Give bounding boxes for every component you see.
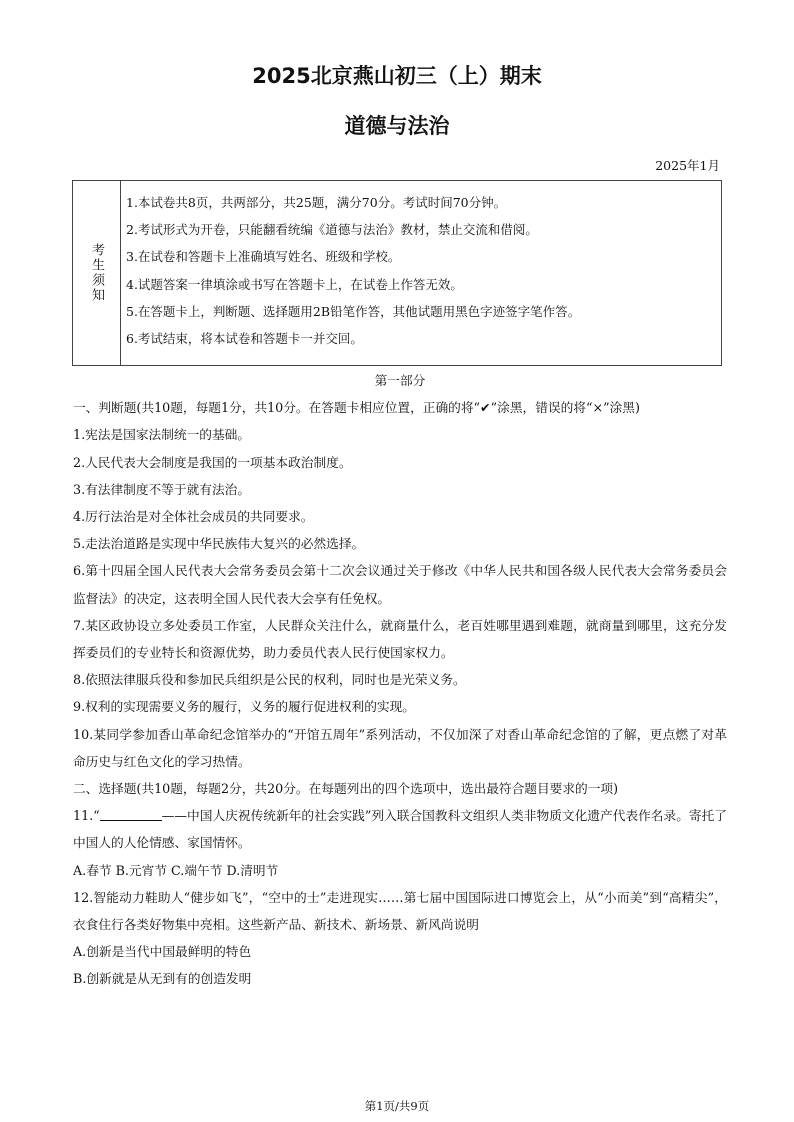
question-option: A.创新是当代中国最鲜明的特色 [73,944,252,960]
notice-label: 考生须知 [89,243,104,303]
question-number: 11.“ [73,808,100,824]
subject-title: 道德与法治 [344,114,450,138]
section-heading: 一、判断题(共10题，每题1分，共10分。在答题卡相应位置，正确的将“✔”涂黑，错误的将“×”涂黑) [73,400,640,416]
question-item: 9.权利的实现需要义务的履行，义务的履行促进权利的实现。 [73,699,415,715]
question-item: 8.依照法律服兵役和参加民兵组织是公民的权利，同时也是光荣义务。 [73,672,466,688]
question-item: 7.某区政协设立多处委员工作室，人民群众关注什么，就商量什么，老百姓哪里遇到难题，就商量到哪里，这充分发挥委员们的专业特长和资源优势，助力委员代表人民行使国家权力。 [73,617,727,661]
question-item: 1.宪法是国家法制统一的基础。 [73,427,251,443]
question-item: 3.有法律制度不等于就有法治。 [73,481,251,497]
question-item: 2.人民代表大会制度是我国的一项基本政治制度。 [73,454,352,470]
notice-item: 6.考试结束，将本试卷和答题卡一并交回。 [126,331,363,347]
question-option: B.创新就是从无到有的创造发明 [73,971,252,987]
notice-item: 5.在答题卡上，判断题、选择题用2B铅笔作答，其他试题用黑色字迹签字笔作答。 [126,303,581,319]
page-footer: 第1页/共9页 [364,1099,430,1113]
question-options: A.春节 B.元宵节 C.端午节 D.清明节 [73,862,279,878]
notice-list [121,181,580,365]
question-item: 6.第十四届全国人民代表大会常务委员会第十二次会议通过关于修改《中华人民共和国各级人民代表大会常务委员会监督法》的决定，这表明全国人民代表大会享有任免权。 [73,563,727,606]
question-item [73,802,727,856]
question-item: 10.某同学参加香山革命纪念馆举办的“开馆五周年”系列活动，不仅加深了对香山革命纪念馆的了解，更点燃了对革命历史与红色文化的学习热情。 [73,726,727,769]
notice-item: 3.在试卷和答题卡上准确填写姓名、班级和学校。 [126,249,401,265]
question-item: 12.智能动力鞋助人“健步如飞”，“空中的士”走进现实……第七届中国国际进口博览会上，从“小而美”到“高精尖”，衣食住行各类好物集中亮相。这些新产品、新技术、新场景、新风尚说明 [73,889,727,933]
exam-title: 2025北京燕山初三（上）期末 [252,64,542,88]
exam-date: 2025年1月 [655,158,720,173]
notice-item: 1.本试卷共8页，共两部分，共25题，满分70分。考试时间70分钟。 [126,195,507,210]
question-item: 5.走法治道路是实现中华民族伟大复兴的必然选择。 [73,536,365,552]
section-heading: 二、选择题(共10题，每题2分，共20分。在每题列出的四个选项中，选出最符合题目要求的一项) [73,781,619,797]
answer-blank [100,806,162,821]
question-text: ——中国人庆祝传统新年的社会实践”列入联合国教科文组织人类非物质文化遗产代表作名录。寄托了中国人的人伦情感、家国情怀。 [73,808,727,851]
exam-content [73,367,727,993]
question-item: 4.厉行法治是对全体社会成员的共同要求。 [73,509,314,525]
notice-label-cell [73,181,121,365]
notice-item: 2.考试形式为开卷，只能翻看统编《道德与法治》教材，禁止交流和借阅。 [126,222,538,238]
candidate-notice-box [72,180,722,366]
notice-item: 4.试题答案一律填涂或书写在答题卡上，在试卷上作答无效。 [126,276,463,292]
part-title: 第一部分 [374,373,426,388]
